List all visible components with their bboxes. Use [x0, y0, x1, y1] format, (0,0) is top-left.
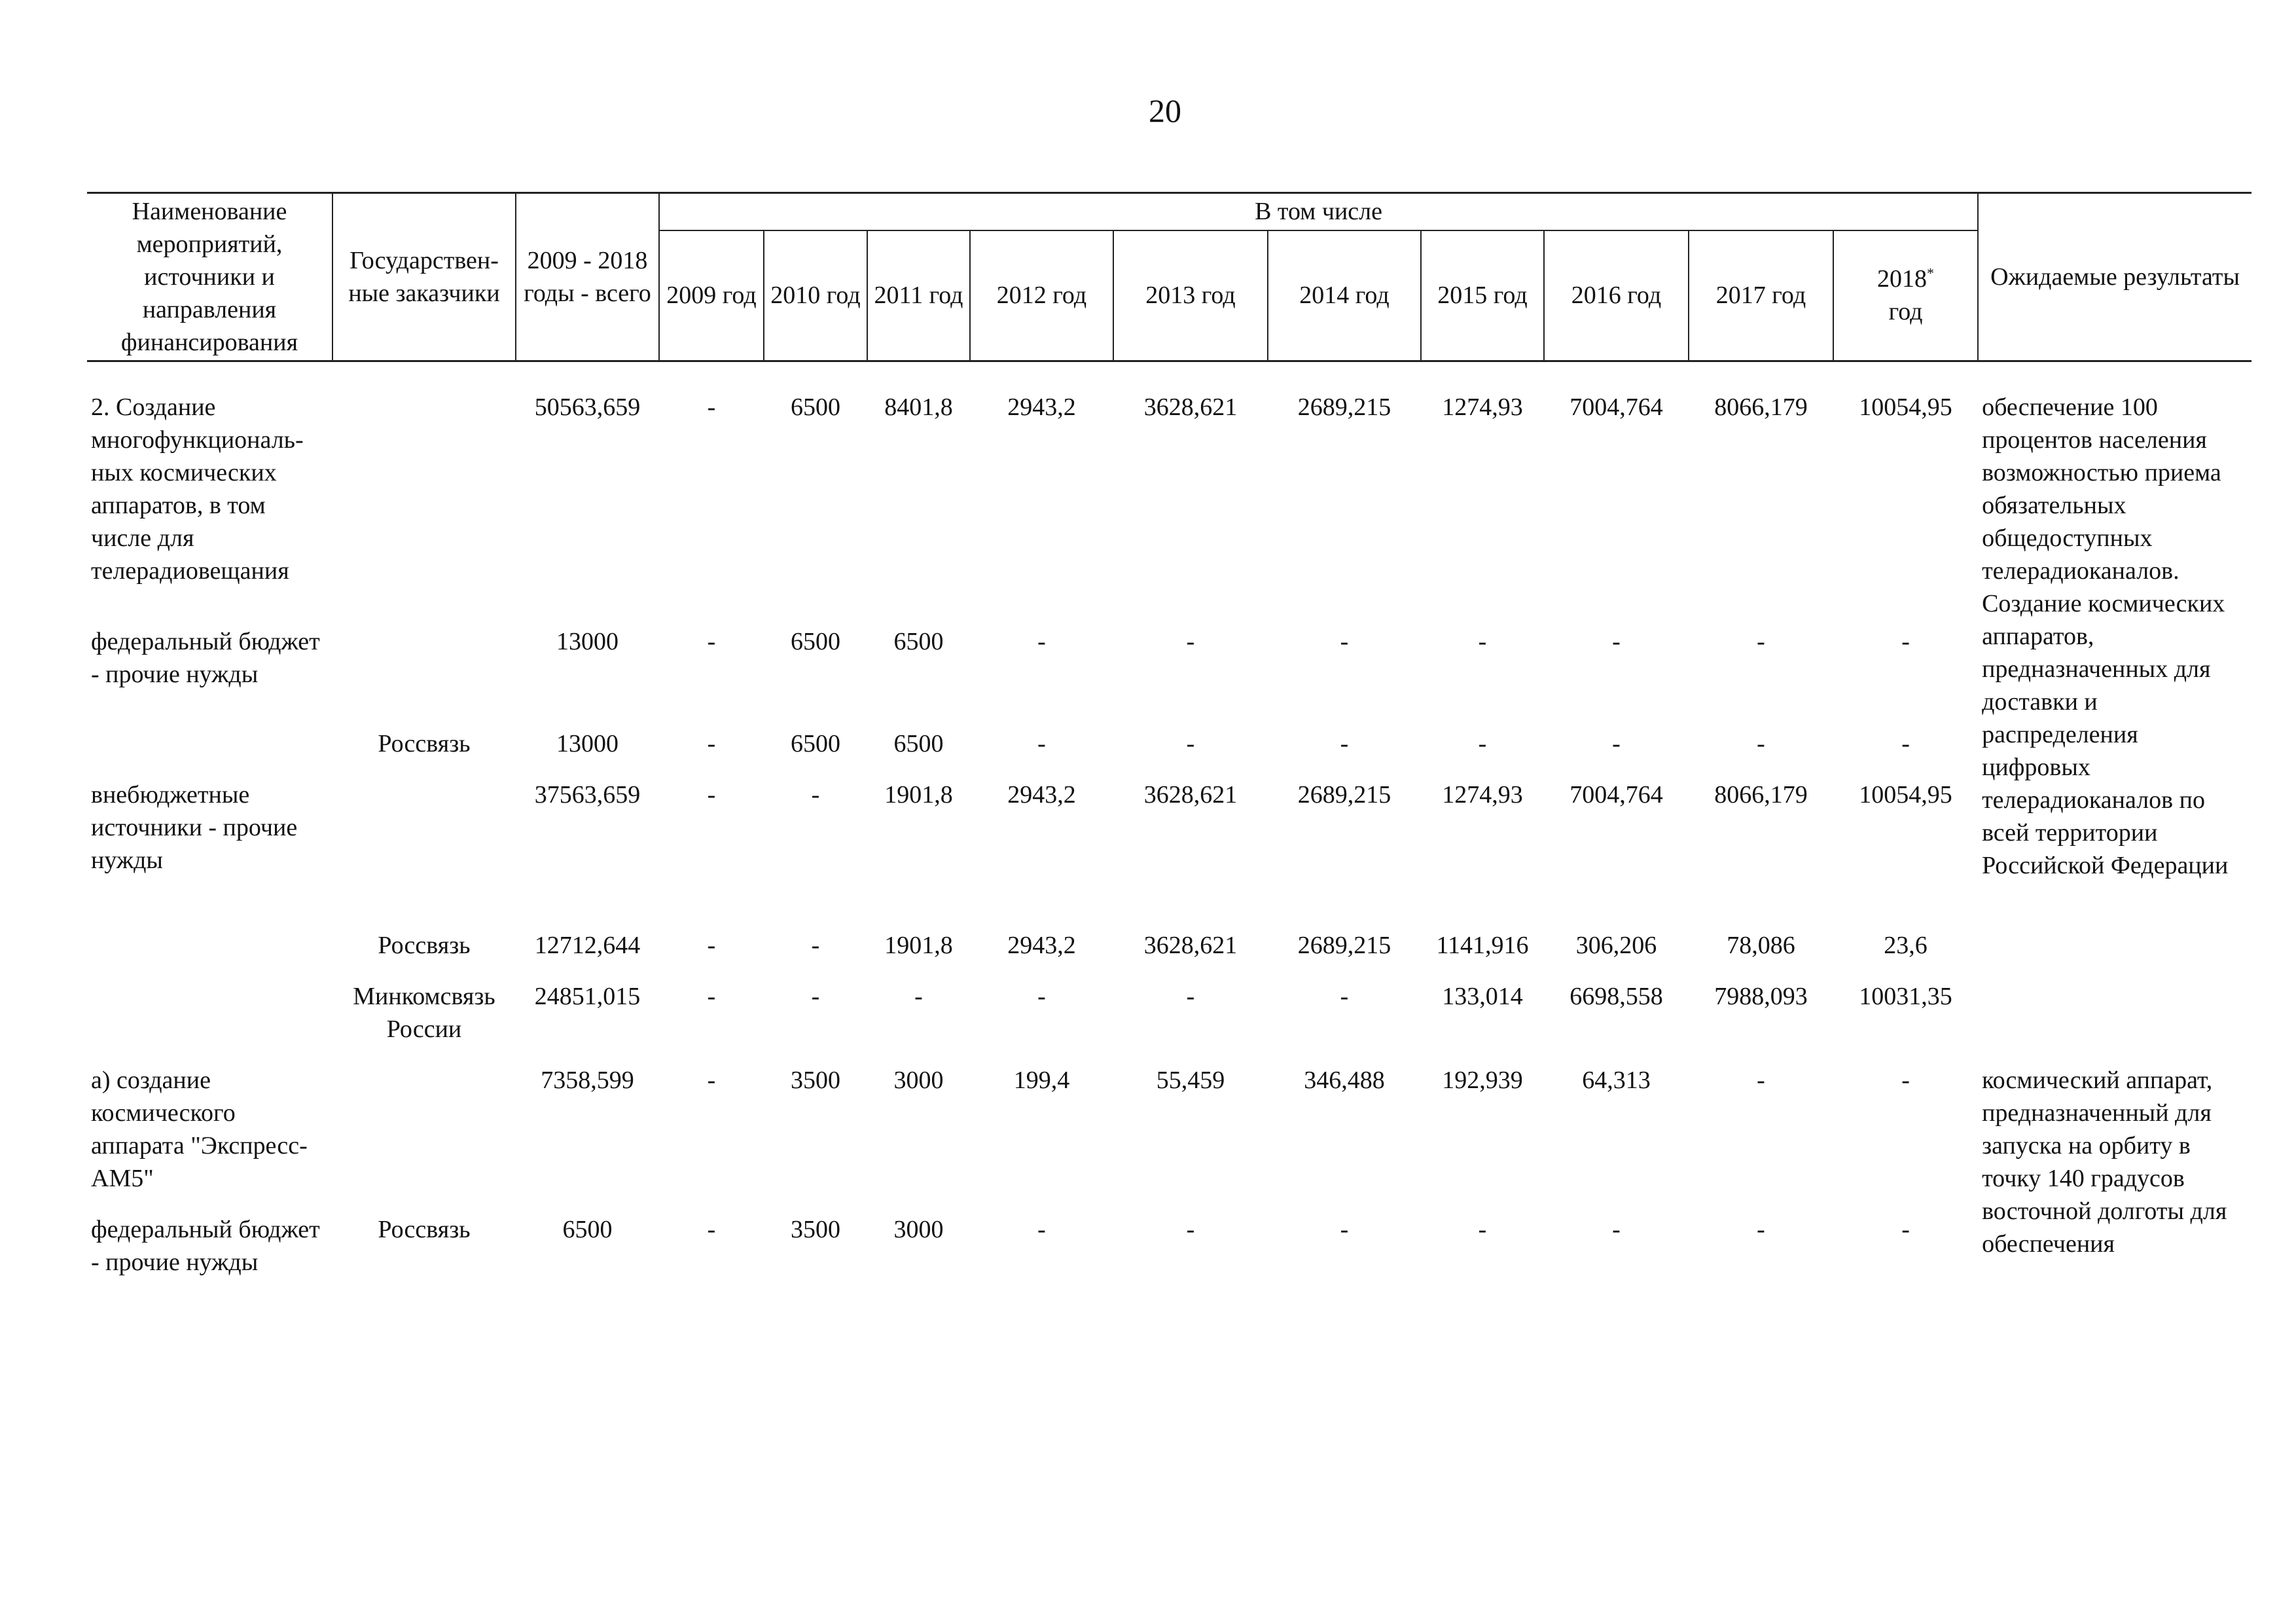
row-value: - [1037, 730, 1046, 757]
row-value: - [811, 983, 820, 1010]
header-year-2018 [1833, 230, 1978, 361]
row-value: 64,313 [1582, 1067, 1651, 1094]
row-value: 2943,2 [1007, 393, 1076, 421]
row-customer: Россвязь [378, 1216, 471, 1243]
row-value: - [1340, 983, 1349, 1010]
row-name [87, 911, 332, 962]
table-row [87, 911, 2251, 962]
row-value: - [707, 730, 716, 757]
table-row [87, 760, 2251, 911]
row-results-empty [1978, 911, 2251, 962]
row-total: 13000 [556, 730, 619, 757]
row-value: - [1612, 730, 1621, 757]
row-value: 1141,916 [1436, 932, 1529, 959]
row-value: 2689,215 [1297, 781, 1391, 809]
row-value: 3000 [893, 1216, 944, 1243]
row-total: 7358,599 [541, 1067, 634, 1094]
row-results-empty [1978, 962, 2251, 1046]
row-value: - [1901, 1216, 1910, 1243]
row-value: - [1478, 730, 1487, 757]
header-year: 2013 год [1113, 230, 1268, 361]
row-customer [332, 760, 516, 911]
row-value: 3500 [791, 1067, 840, 1094]
row-value: 1901,8 [884, 781, 953, 809]
row-value: - [1757, 628, 1765, 655]
row-value: - [1901, 628, 1910, 655]
row-total: 50563,659 [534, 393, 641, 421]
row-value: - [1612, 1216, 1621, 1243]
row-value: - [1186, 1216, 1195, 1243]
row-value: - [1340, 628, 1349, 655]
row-value: - [1037, 628, 1046, 655]
row-value: 192,939 [1442, 1067, 1523, 1094]
row-value: 8066,179 [1714, 781, 1808, 809]
row-value: - [707, 932, 716, 959]
row-results: космический аппарат, предназначенный для запуска на орбиту в точку 140 градусов восточной долготы для обеспечения [1982, 1067, 2227, 1258]
row-value: - [1186, 983, 1195, 1010]
header-year: 2016 год [1544, 230, 1689, 361]
row-name: федеральный бюджет - прочие нужды [91, 1216, 320, 1276]
row-value: 7004,764 [1570, 781, 1663, 809]
row-total: 6500 [562, 1216, 613, 1243]
header-year: 2015 год [1421, 230, 1544, 361]
row-customer [332, 391, 516, 607]
row-value: - [1037, 983, 1046, 1010]
row-total: 13000 [556, 628, 619, 655]
row-value: 1901,8 [884, 932, 953, 959]
row-value: 2943,2 [1007, 932, 1076, 959]
row-value: - [1186, 730, 1195, 757]
header-year: 2012 год [970, 230, 1113, 361]
row-value: 2689,215 [1297, 932, 1391, 959]
row-value: 7004,764 [1570, 393, 1663, 421]
row-value: 346,488 [1304, 1067, 1385, 1094]
row-value: 2689,215 [1297, 393, 1391, 421]
row-customer [332, 1046, 516, 1195]
row-value: 3628,621 [1143, 781, 1238, 809]
row-value: - [707, 1216, 716, 1243]
row-value: - [914, 983, 923, 1010]
row-value: - [1757, 1216, 1765, 1243]
row-value: 78,086 [1727, 932, 1795, 959]
row-customer [332, 607, 516, 709]
header-year-2018-suffix: год [1888, 298, 1923, 326]
row-value: 6500 [791, 730, 840, 757]
row-value: - [811, 781, 820, 809]
row-name: а) создание космического аппарата "Экспресс-АМ5" [91, 1067, 308, 1192]
row-value: - [1901, 1067, 1910, 1094]
row-value: 7988,093 [1714, 983, 1808, 1010]
row-value: 55,459 [1156, 1067, 1225, 1094]
row-value: - [1757, 1067, 1765, 1094]
row-value: - [1037, 1216, 1046, 1243]
header-results: Ожидаемые результаты [1978, 193, 2251, 361]
row-value: - [1612, 628, 1621, 655]
header-year: 2009 год [659, 230, 764, 361]
row-value: - [1340, 1216, 1349, 1243]
row-value: 10054,95 [1859, 781, 1952, 809]
row-name: федеральный бюджет - прочие нужды [91, 628, 320, 688]
row-value: 199,4 [1013, 1067, 1070, 1094]
row-value: 3628,621 [1143, 393, 1238, 421]
row-value: 3500 [791, 1216, 840, 1243]
table-row [87, 1195, 2251, 1297]
row-value: - [707, 983, 716, 1010]
row-value: - [1757, 730, 1765, 757]
row-value: - [707, 628, 716, 655]
row-value: - [811, 932, 820, 959]
header-customer: Государствен-ные заказчики [332, 193, 516, 361]
row-value: 8066,179 [1714, 393, 1808, 421]
page-number: 20 [1149, 92, 1181, 129]
row-value: - [1478, 628, 1487, 655]
table-row [87, 391, 2251, 607]
financing-table [87, 192, 2251, 1297]
row-customer: Минкомсвязь России [353, 983, 495, 1043]
row-customer: Россвязь [378, 730, 471, 757]
row-value: 2943,2 [1007, 781, 1076, 809]
table-row [87, 709, 2251, 760]
row-value: - [707, 781, 716, 809]
row-total: 24851,015 [534, 983, 641, 1010]
row-name: 2. Создание многофункциональ-ных космических аппаратов, в том числе для телерадиовещания [91, 393, 304, 585]
table-row [87, 962, 2251, 1046]
row-value: 10054,95 [1859, 393, 1952, 421]
header-year: 2011 год [867, 230, 970, 361]
row-value: 3000 [893, 1067, 944, 1094]
row-value: 6500 [791, 628, 840, 655]
row-value: 6698,558 [1570, 983, 1663, 1010]
table-row [87, 1046, 2251, 1195]
table-row [87, 607, 2251, 709]
row-name [87, 709, 332, 760]
row-value: 6500 [791, 393, 840, 421]
row-customer: Россвязь [378, 932, 471, 959]
row-total: 12712,644 [534, 932, 641, 959]
row-value: 6500 [893, 628, 944, 655]
row-value: - [1901, 730, 1910, 757]
row-value: - [1478, 1216, 1487, 1243]
row-value: 3628,621 [1143, 932, 1238, 959]
row-value: 1274,93 [1442, 393, 1523, 421]
row-total: 37563,659 [534, 781, 641, 809]
row-name [87, 962, 332, 1046]
row-value: 1274,93 [1442, 781, 1523, 809]
row-value: 10031,35 [1859, 983, 1952, 1010]
row-value: - [1186, 628, 1195, 655]
row-value: 23,6 [1884, 932, 1928, 959]
row-value: 306,206 [1575, 932, 1657, 959]
footnote-mark: * [1927, 264, 1935, 282]
row-value: - [707, 1067, 716, 1094]
row-value: 6500 [893, 730, 944, 757]
header-year: 2017 год [1689, 230, 1833, 361]
header-year-2018-label: 2018 [1877, 265, 1928, 293]
header-year: 2010 год [764, 230, 867, 361]
header-group: В том числе [659, 193, 1978, 230]
header-year: 2014 год [1268, 230, 1421, 361]
header-name: Наименование мероприятий, источники и направления финансирования [87, 193, 332, 361]
header-total: 2009 - 2018 годы - всего [516, 193, 659, 361]
row-value: 8401,8 [884, 393, 953, 421]
row-value: - [1340, 730, 1349, 757]
row-value: - [707, 393, 716, 421]
row-value: 133,014 [1442, 983, 1523, 1010]
row-results: обеспечение 100 процентов населения возможностью приема обязательных общедоступных телерадиоканалов. Создание космических аппаратов, предназначенных для доставки и распределения цифровых телерадиоканалов по всей территории Российской Федерации [1982, 393, 2229, 879]
row-name: внебюджетные источники - прочие нужды [91, 781, 298, 874]
